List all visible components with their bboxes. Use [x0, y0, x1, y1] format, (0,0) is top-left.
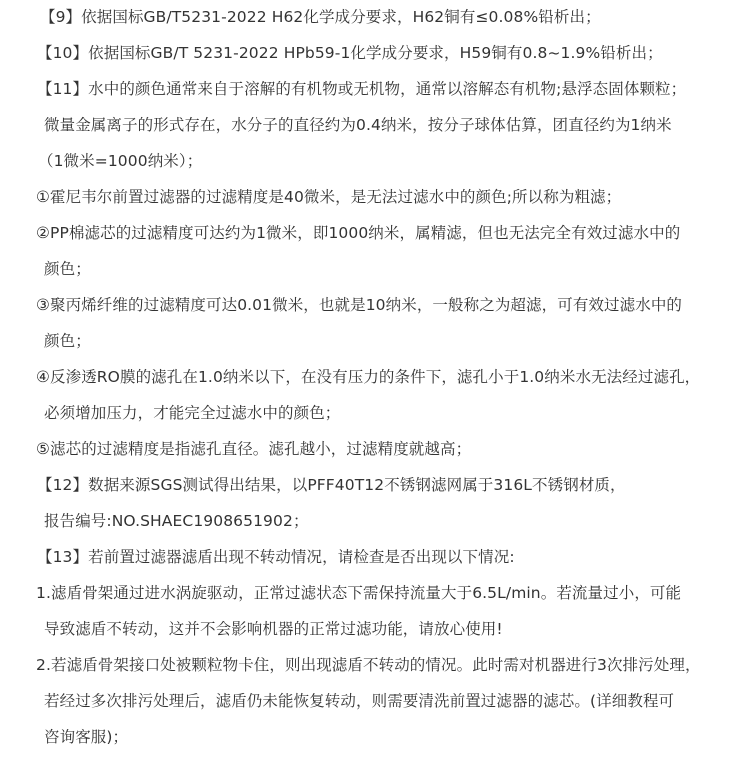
item-2-line-1: ②PP棉滤芯的过滤精度可达约为1微米，即1000纳米，属精滤，但也无法完全有效过滤水中的 [36, 224, 681, 242]
item-4-line-2: 必须增加压力，才能完全过滤水中的颜色； [44, 404, 341, 422]
item-3-line-2: 颜色； [44, 332, 91, 350]
step-2-line-2: 若经过多次排污处理后，滤盾仍未能恢复转动，则需要清洗前置过滤器的滤芯。(详细教程可 [44, 692, 675, 710]
item-2-line-2: 颜色； [44, 260, 91, 278]
item-4-line-1: ④反渗透RO膜的滤孔在1.0纳米以下，在没有压力的条件下，滤孔小于1.0纳米水无法经过滤孔， [36, 368, 701, 386]
item-1-line-1: ①霍尼韦尔前置过滤器的过滤精度是40微米，是无法过滤水中的颜色;所以称为粗滤； [36, 188, 622, 206]
step-1-line-1: 1.滤盾骨架通过进水涡旋驱动，正常过滤状态下需保持流量大于6.5L/min。若流量过小，可能 [36, 584, 682, 602]
note-11-line-2: 微量金属离子的形式存在，水分子的直径约为0.4纳米，按分子球体估算，团直径约为1纳米 [44, 116, 672, 134]
note-13-line-1: 【13】若前置过滤器滤盾出现不转动情况，请检查是否出现以下情况: [37, 548, 515, 566]
note-9-line-1: 【9】依据国标GB/T5231-2022 H62化学成分要求，H62铜有≤0.08%铅析出； [40, 8, 601, 26]
step-2-line-1: 2.若滤盾骨架接口处被颗粒物卡住，则出现滤盾不转动的情况。此时需对机器进行3次排污处理， [36, 656, 701, 674]
step-1-line-2: 导致滤盾不转动，这并不会影响机器的正常过滤功能，请放心使用! [44, 620, 503, 638]
note-11-line-1: 【11】水中的颜色通常来自于溶解的有机物或无机物，通常以溶解态有机物;悬浮态固体颗粒； [37, 80, 687, 98]
step-2-line-3: 咨询客服)； [44, 728, 129, 746]
item-3-line-1: ③聚丙烯纤维的过滤精度可达0.01微米，也就是10纳米，一般称之为超滤，可有效过滤水中的 [36, 296, 683, 314]
note-11-line-3: （1微米=1000纳米）； [38, 152, 203, 170]
note-12-line-2: 报告编号:NO.SHAEC1908651902； [44, 512, 309, 530]
note-12-line-1: 【12】数据来源SGS测试得出结果，以PFF40T12不锈钢滤网属于316L不锈钢材质， [37, 476, 626, 494]
item-5-line-1: ⑤滤芯的过滤精度是指滤孔直径。滤孔越小，过滤精度就越高； [36, 440, 472, 458]
note-10-line-1: 【10】依据国标GB/T 5231-2022 HPb59-1化学成分要求，H59铜有0.8~1.9%铅析出； [37, 44, 663, 62]
